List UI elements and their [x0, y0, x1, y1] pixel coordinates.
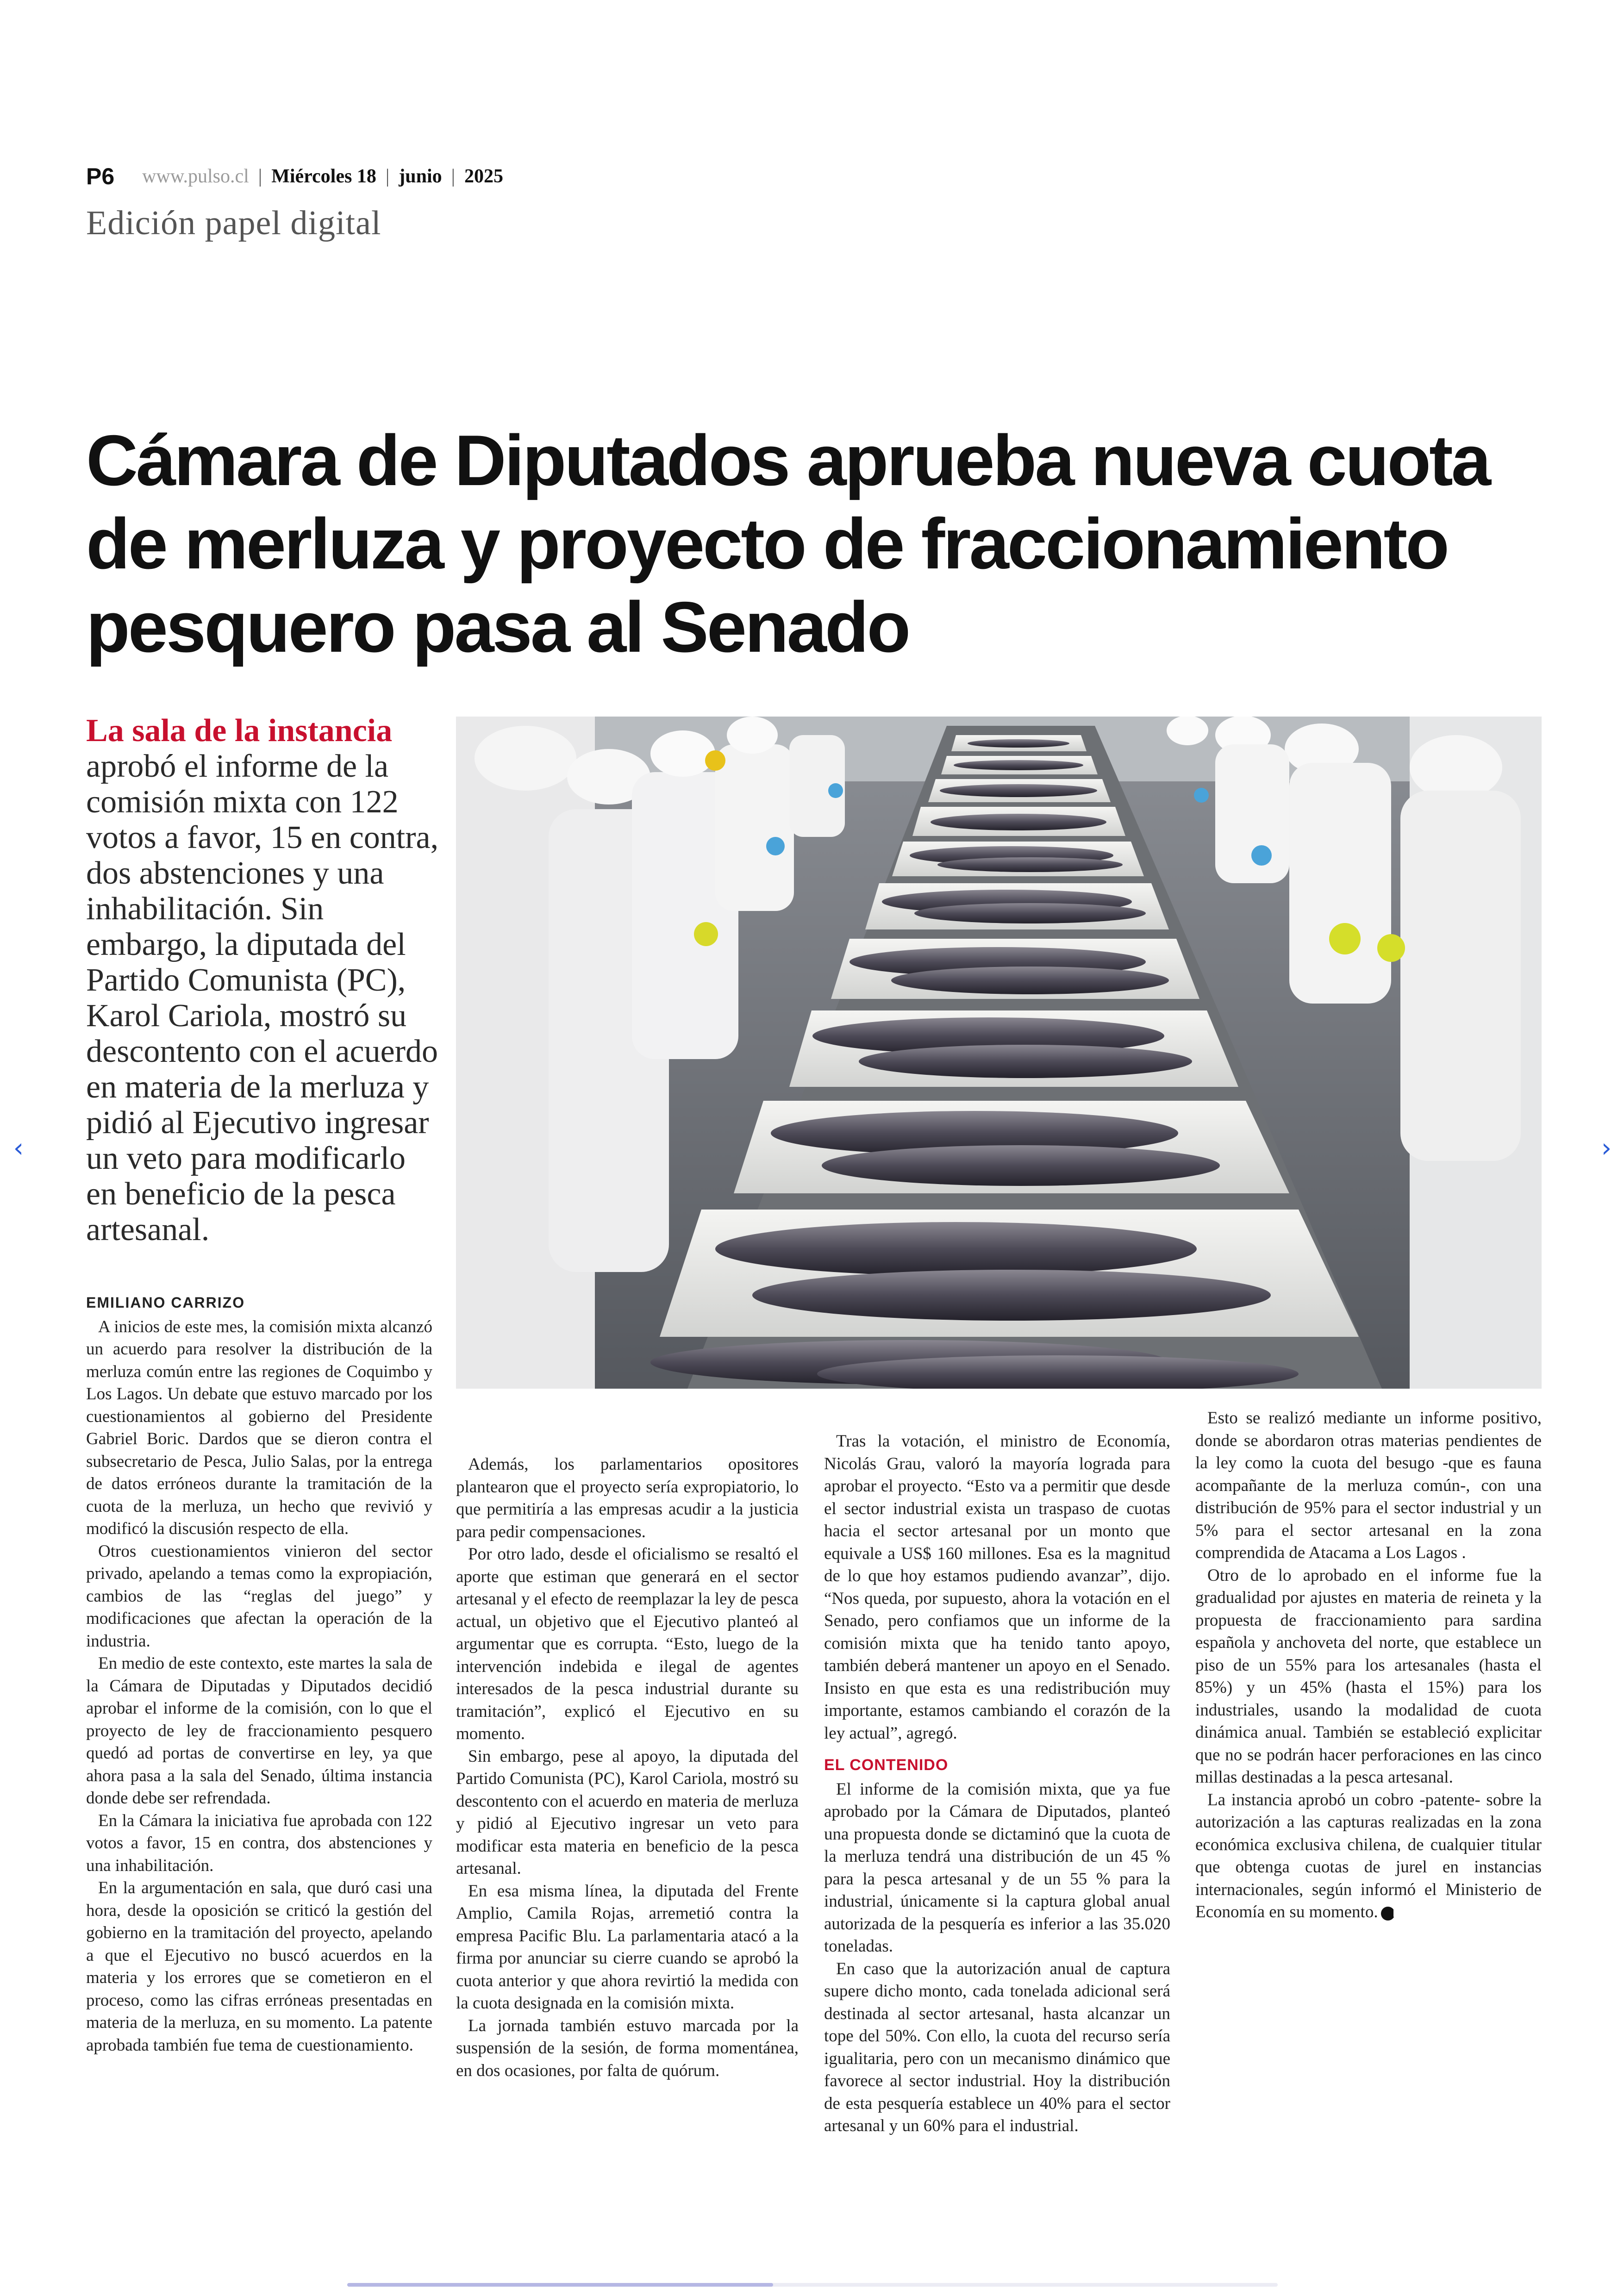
body-paragraph: En esa misma línea, la diputada del Frente Amplio, Camila Rojas, arremetió contra la empresa Pacific Blu. La parlamentaria atacó a la firma por anunciar su cierre cuando se aprobó la cuota anterior y que ahora revirtió la medida con la cuota designada en la comisión mixta. [456, 1881, 799, 2013]
body-paragraph: En la argumentación en sala, que duró casi una hora, desde la oposición se criticó la gestión del gobierno en la tramitación del proyecto, apelando a que el Ejecutivo no buscó acuerdos en la materia y los errores que se cometieron en el proceso, como las cifras erróneas presentadas en materia de la merluza, en su momento. La patente aprobada también fue tema de cuestionamiento. [86, 1878, 432, 2055]
article-column-2 [456, 1453, 799, 2082]
article-headline: Cámara de Diputados aprueba nueva cuota de merluza y proyecto de fraccionamiento pesquero pasa al Senado [86, 420, 1489, 667]
article-photo [456, 717, 1542, 1389]
body-paragraph: A inicios de este mes, la comisión mixta alcanzó un acuerdo para resolver la distribución de la merluza común entre las regiones de Coquimbo y Los Lagos. Un debate que estuvo marcado por los cuestionamientos al gobierno del Presidente Gabriel Boric. Dardos que se dieron contra el subsecretario de Pesca, Julio Salas, por la entrega de datos erróneos durante la tramitación de la cuota de la merluza, un hecho que revivió y modificó la discusión respecto de ella. [86, 1317, 432, 1538]
page-number: P6 [86, 163, 115, 189]
section-subhead: EL CONTENIDO [824, 1756, 949, 1774]
body-paragraph: Además, los parlamentarios opositores plantearon que el proyecto sería expropiatorio, lo que permitiría a las empresas acudir a la justicia para pedir compensaciones. [456, 1455, 799, 1541]
date-day: Miércoles 18 [271, 166, 376, 187]
body-paragraph: Por otro lado, desde el oficialismo se resaltó el aporte que estiman que generará en el sector artesanal y el efecto de reemplazar la ley de pesca actual, un objetivo que el Ejecutivo planteó al argumentar que es corrupta. “Esto, luego de la intervención indebida e ilegal de agentes interesados de la pesca industrial durante su tramitación”, explicó el Ejecutivo en su momento. [456, 1545, 799, 1743]
edition-label: Edición papel digital [86, 204, 381, 242]
lead-highlight: La sala de la instancia [86, 713, 393, 748]
end-mark-icon: P [1381, 1907, 1395, 1921]
separator: | [451, 166, 456, 187]
next-page-button[interactable] [1593, 1129, 1620, 1166]
chevron-left-icon: ‹ [13, 1133, 24, 1163]
article-column-4 [1195, 1407, 1542, 1924]
site-url[interactable]: www.pulso.cl [142, 166, 249, 187]
body-paragraph: En caso que la autorización anual de captura supere dicho monto, cada tonelada adicional será destinada al sector artesanal, hasta alcanzar un tope del 50%. Con ello, la cuota del recurso sería igualitaria, pero con un mecanismo dinámico que favorece al sector industrial. Hoy la distribución de esta pesquería establece un 40% para el sector artesanal y un 60% para el industrial. [824, 1959, 1170, 2135]
article-column-1 [86, 1291, 432, 2057]
previous-page-button[interactable] [5, 1129, 32, 1166]
article-column-3 [824, 1430, 1170, 2138]
body-paragraph: Otros cuestionamientos vinieron del sector privado, apelando a temas como la expropiación, cambios de las “reglas del juego” y modificaciones que afectan la operación de la industria. [86, 1541, 432, 1651]
body-paragraph: La jornada también estuvo marcada por la suspensión de la sesión, de forma momentánea, en dos ocasiones, por falta de quórum. [456, 2016, 799, 2080]
separator: | [258, 166, 262, 187]
lead-text: aprobó el informe de la comisión mixta con 122 votos a favor, 15 en contra, dos abstenciones y una inhabilitación. Sin embargo, la diputada del Partido Comunista (PC), Karol Cariola, mostró su descontento con el acuerdo en materia de la merluza y pidió al Ejecutivo ingresar un veto para modificarlo en beneficio de la pesca artesanal. [86, 748, 439, 1247]
body-paragraph [1195, 1789, 1542, 1924]
date-month: junio [399, 166, 442, 187]
body-paragraph: Otro de lo aprobado en el informe fue la gradualidad por ajustes en materia de reineta y la propuesta de fraccionamiento para sardina española y anchoveta del norte, que establece un piso de un 55% para los artesanales (hasta el 85%) y un 45% (hasta el 15%) para los industriales, usando la modalidad de cuota dinámica anual. También se estableció explicitar que no se podrán hacer perforaciones en las cinco millas destinadas a la pesca artesanal. [1195, 1565, 1542, 1787]
body-paragraph: Tras la votación, el ministro de Economía, Nicolás Grau, valoró la mayoría lograda para aprobar el proyecto. “Esto va a permitir que desde el sector industrial exista un traspaso de cuotas hacia el sector artesanal por un monto que equivale a US$ 160 millones. Esa es la magnitud de lo que hoy estamos pudiendo avanzar”, dijo. “Nos queda, por supuesto, ahora la votación en el Senado, pero confiamos que un informe de la comisión mixta que ha tenido tanto apoyo, también deberá mantener un apoyo en el Senado. Insisto en que esta es una redistribución muy importante, estamos cambiando el corazón de la ley actual”, agregó. [824, 1432, 1170, 1743]
article-lead [86, 713, 443, 1247]
page-header [86, 160, 503, 193]
chevron-right-icon: › [1601, 1133, 1612, 1163]
body-paragraph: En medio de este contexto, este martes la sala de la Cámara de Diputadas y Diputados decidió aprobar el informe de la comisión, con lo que el proyecto de ley de fraccionamiento pesquero quedó ad portas de convertirse en ley, ya que ahora pasa a la sala del Senado, última instancia donde debe ser refrendada. [86, 1654, 432, 1808]
body-paragraph: El informe de la comisión mixta, que ya fue aprobado por la Cámara de Diputados, planteó una propuesta donde se dictaminó que la cuota de la merluza tendrá una distribución de un 45 % para la pesca artesanal y de un 55 % para la industrial, únicamente si la captura global anual autorizada de la pesquería es inferior a las 35.020 toneladas. [824, 1779, 1170, 1956]
body-paragraph: En la Cámara la iniciativa fue aprobada con 122 votos a favor, 15 en contra, dos abstenciones y una inhabilitación. [86, 1811, 432, 1875]
byline: EMILIANO CARRIZO [86, 1294, 245, 1311]
body-paragraph-text: La instancia aprobó un cobro -patente- sobre la autorización a las capturas realizadas en la zona económica exclusiva chilena, de cualquier titular que obtenga cuotas de jurel en instancias internacionales, según informó el Ministerio de Economía en su momento. [1195, 1790, 1542, 1921]
page-scroll-thumb[interactable] [347, 2283, 773, 2287]
separator: | [385, 166, 390, 187]
body-paragraph: Esto se realizó mediante un informe positivo, donde se abordaron otras materias pendientes de la ley como la cuota del besugo -que es fauna acompañante de la merluza común-, con una distribución de 95% para el sector industrial y un 5% para el sector artesanal en la zona comprendida de Atacama a Los Lagos . [1195, 1409, 1542, 1562]
date-year: 2025 [464, 166, 504, 187]
body-paragraph: Sin embargo, pese al apoyo, la diputada del Partido Comunista (PC), Karol Cariola, mostró su descontento con el acuerdo en materia de merluza y pidió al Ejecutivo ingresar un veto para modificar esta materia en beneficio de la pesca artesanal. [456, 1746, 799, 1878]
